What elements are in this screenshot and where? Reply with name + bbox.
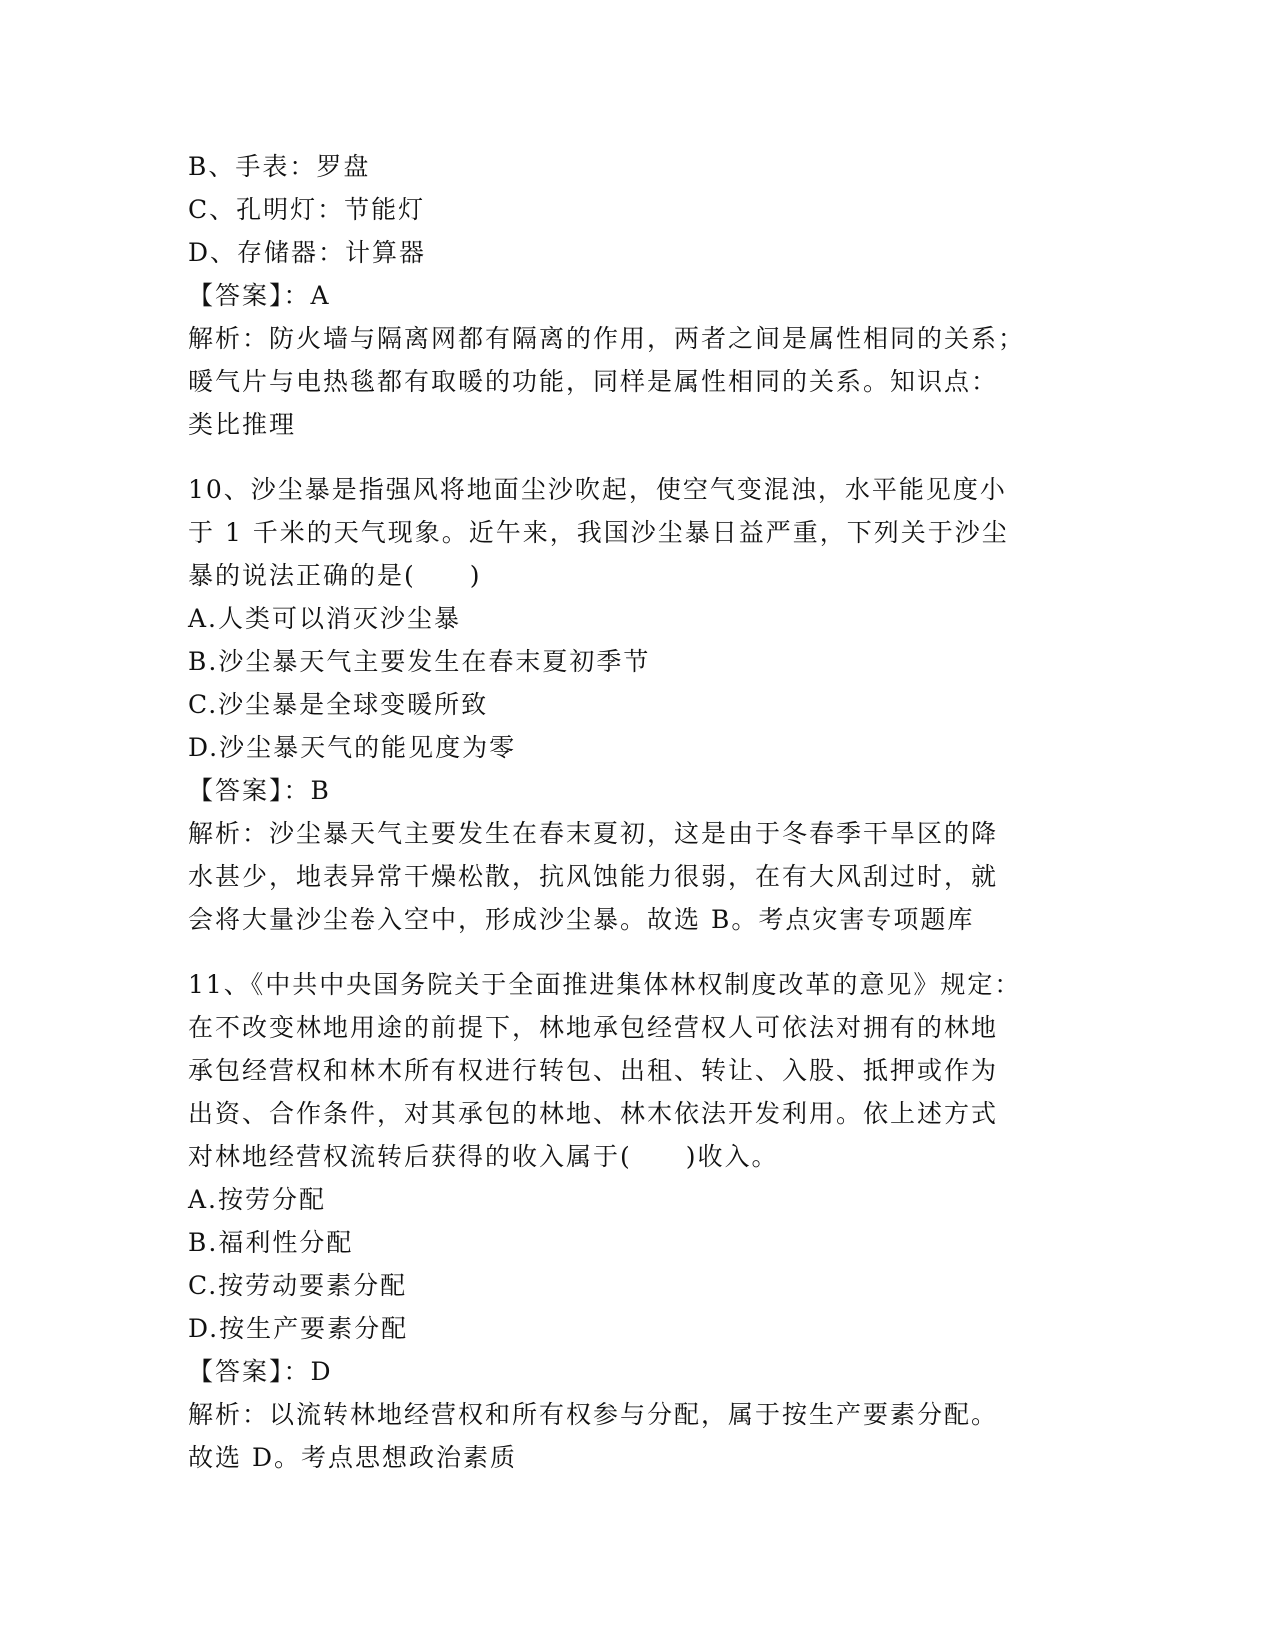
question-stem-line: 出资、合作条件，对其承包的林地、林木依法开发利用。依上述方式 (188, 1099, 999, 1128)
option-c: C、孔明灯：节能灯 (188, 195, 426, 224)
option-b: B.沙尘暴天气主要发生在春末夏初季节 (188, 647, 651, 676)
explanation-line: 故选 D。考点思想政治素质 (188, 1443, 517, 1472)
option-b: B.福利性分配 (188, 1228, 354, 1257)
question-9-tail (188, 145, 1068, 446)
explanation-line: 解析：以流转林地经营权和所有权参与分配，属于按生产要素分配。 (188, 1400, 999, 1429)
question-stem-line: 承包经营权和林木所有权进行转包、出租、转让、入股、抵押或作为 (188, 1056, 999, 1085)
option-c: C.按劳动要素分配 (188, 1271, 408, 1300)
section-gap (188, 446, 1068, 468)
document-body (188, 145, 1068, 1479)
question-stem-line: 对林地经营权流转后获得的收入属于( )收入。 (188, 1142, 779, 1171)
explanation-line: 水甚少，地表异常干燥松散，抗风蚀能力很弱，在有大风刮过时，就 (188, 862, 999, 891)
explanation-line: 解析：沙尘暴天气主要发生在春末夏初，这是由于冬春季干旱区的降 (188, 819, 999, 848)
option-a: A.按劳分配 (188, 1185, 327, 1214)
option-d: D.沙尘暴天气的能见度为零 (188, 733, 517, 762)
answer-line: 【答案】：A (188, 281, 331, 310)
question-10 (188, 468, 1068, 941)
option-d: D.按生产要素分配 (188, 1314, 409, 1343)
question-stem-line: 在不改变林地用途的前提下，林地承包经营权人可依法对拥有的林地 (188, 1013, 999, 1042)
option-a: A.人类可以消灭沙尘暴 (188, 604, 462, 633)
option-b: B、手表：罗盘 (188, 152, 371, 181)
question-11 (188, 963, 1068, 1479)
question-stem-line: 11、《中共中央国务院关于全面推进集体林权制度改革的意见》规定： (188, 970, 1022, 999)
explanation-line: 会将大量沙尘卷入空中，形成沙尘暴。故选 B。考点灾害专项题库 (188, 905, 975, 934)
section-gap (188, 941, 1068, 963)
question-stem-line: 暴的说法正确的是( ) (188, 561, 482, 590)
question-stem-line: 10、沙尘暴是指强风将地面尘沙吹起，使空气变混浊，水平能见度小 (188, 475, 1007, 504)
option-d: D、存储器：计算器 (188, 238, 427, 267)
answer-line: 【答案】：B (188, 776, 331, 805)
explanation-line: 解析：防火墙与隔离网都有隔离的作用，两者之间是属性相同的关系； (188, 324, 1026, 353)
option-c: C.沙尘暴是全球变暖所致 (188, 690, 489, 719)
question-stem-line: 于 1 千米的天气现象。近午来，我国沙尘暴日益严重，下列关于沙尘 (188, 518, 1009, 547)
explanation-line: 类比推理 (188, 410, 297, 439)
explanation-line: 暖气片与电热毯都有取暖的功能，同样是属性相同的关系。知识点： (188, 367, 999, 396)
answer-line: 【答案】：D (188, 1357, 333, 1386)
